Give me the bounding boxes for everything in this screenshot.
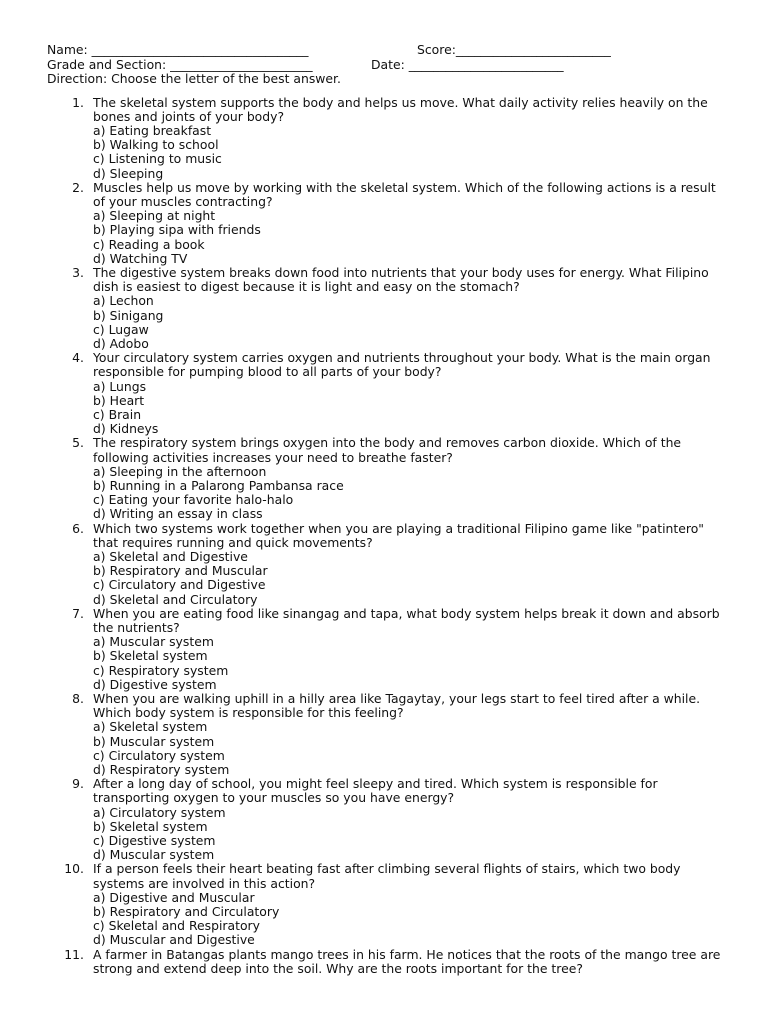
answer-option: a) Skeletal system <box>93 719 208 735</box>
question-item <box>47 948 727 976</box>
answer-option: b) Sinigang <box>93 307 164 323</box>
question-item <box>47 777 727 862</box>
answer-option: c) Digestive system <box>93 833 216 849</box>
answer-option: a) Sleeping at night <box>93 208 216 224</box>
answer-option: a) Digestive and Muscular <box>93 889 255 905</box>
answer-option: a) Eating breakfast <box>93 122 212 138</box>
direction-text: Direction: Choose the letter of the best answer. <box>47 70 341 86</box>
answer-option: a) Skeletal and Digestive <box>93 549 248 564</box>
question-text: The respiratory system brings oxygen into the body and removes carbon dioxide. Which of the following activities increases your need to breathe faster? <box>93 435 682 465</box>
answer-option: c) Circulatory and Digestive <box>93 577 266 593</box>
name-line: Name: ___________________________________ <box>47 42 309 57</box>
answer-option: c) Listening to music <box>93 151 222 167</box>
answer-option: c) Skeletal and Respiratory <box>93 918 260 934</box>
answer-option: b) Heart <box>93 392 145 408</box>
answer-option: c) Circulatory system <box>93 747 225 763</box>
question-list <box>47 96 727 977</box>
answer-option: d) Writing an essay in class <box>93 506 263 522</box>
question-text: A farmer in Batangas plants mango trees in his farm. He notices that the roots of the mango tree are strong and extend deep into the soil. Why are the roots important for the tree? <box>93 946 721 976</box>
answer-option: b) Skeletal system <box>93 648 208 664</box>
answer-option: d) Skeletal and Circulatory <box>93 591 258 607</box>
answer-option: a) Muscular system <box>93 634 214 650</box>
answer-option: b) Respiratory and Circulatory <box>93 904 280 920</box>
question-number: 6. <box>72 520 84 536</box>
answer-option: b) Skeletal system <box>93 818 208 834</box>
question-text: When you are walking uphill in a hilly area like Tagaytay, your legs start to feel tired after a while. Which body system is responsible for this feeling? <box>93 691 701 721</box>
answer-option: d) Respiratory system <box>93 762 230 778</box>
question-number: 4. <box>72 350 84 366</box>
answer-option: b) Muscular system <box>93 733 215 749</box>
question-number: 1. <box>72 94 84 110</box>
answer-option: a) Sleeping in the afternoon <box>93 463 267 479</box>
question-number: 9. <box>72 776 84 792</box>
question-text: Your circulatory system carries oxygen and nutrients throughout your body. What is the main organ responsible for pumping blood to all parts of your body? <box>93 350 711 380</box>
answer-option: a) Lechon <box>93 293 154 309</box>
grade-section-line: Grade and Section: _______________________ <box>47 56 313 72</box>
score-line: Score:_________________________ <box>417 42 611 57</box>
answer-option: c) Eating your favorite halo-halo <box>93 492 294 508</box>
question-item <box>47 436 727 521</box>
question-text: If a person feels their heart beating fast after climbing several flights of stairs, which two body systems are involved in this action? <box>93 861 681 891</box>
question-item <box>47 96 727 181</box>
question-item <box>47 692 727 777</box>
answer-option: c) Brain <box>93 406 142 422</box>
answer-option: a) Lungs <box>93 378 147 394</box>
answer-option: b) Walking to school <box>93 137 219 153</box>
question-number: 10. <box>64 861 84 877</box>
question-item <box>47 266 727 351</box>
answer-option: b) Running in a Palarong Pambansa race <box>93 477 344 493</box>
question-item <box>47 181 727 266</box>
question-text: The digestive system breaks down food into nutrients that your body uses for energy. What Filipino dish is easiest to digest because it is light and easy on the stomach? <box>93 264 709 295</box>
question-text: When you are eating food like sinangag and tapa, what body system helps break it down and absorb the nutrients? <box>93 605 720 636</box>
question-number: 7. <box>72 605 84 621</box>
answer-option: d) Sleeping <box>93 165 164 181</box>
date-line: Date: _________________________ <box>371 56 564 72</box>
question-item <box>47 607 727 692</box>
question-item <box>47 351 727 436</box>
question-number: 11. <box>64 946 84 962</box>
answer-option: c) Reading a book <box>93 236 205 252</box>
question-item <box>47 522 727 607</box>
question-text: The skeletal system supports the body and helps us move. What daily activity relies heavily on the bones and joints of your body? <box>93 94 708 124</box>
answer-option: d) Muscular and Digestive <box>93 932 255 948</box>
answer-option: d) Watching TV <box>93 250 188 266</box>
answer-option: c) Lugaw <box>93 321 149 337</box>
question-text: Which two systems work together when you are playing a traditional Filipino game like "patintero" that requires running and quick movements? <box>93 520 704 550</box>
answer-option: c) Respiratory system <box>93 662 229 678</box>
question-number: 5. <box>72 435 84 451</box>
question-number: 8. <box>72 691 84 707</box>
answer-option: b) Playing sipa with friends <box>93 222 261 238</box>
answer-option: d) Kidneys <box>93 421 159 437</box>
question-number: 3. <box>72 264 84 280</box>
question-text: Muscles help us move by working with the skeletal system. Which of the following actions is a result of your muscles contracting? <box>93 179 716 209</box>
answer-option: b) Respiratory and Muscular <box>93 563 268 579</box>
question-text: After a long day of school, you might feel sleepy and tired. Which system is responsible for transporting oxygen to your muscles so you have energy? <box>93 776 658 806</box>
answer-option: d) Adobo <box>93 335 149 351</box>
question-number: 2. <box>72 179 84 195</box>
answer-option: d) Muscular system <box>93 847 215 863</box>
answer-option: d) Digestive system <box>93 676 217 692</box>
answer-option: a) Circulatory system <box>93 804 226 820</box>
question-item <box>47 862 727 947</box>
